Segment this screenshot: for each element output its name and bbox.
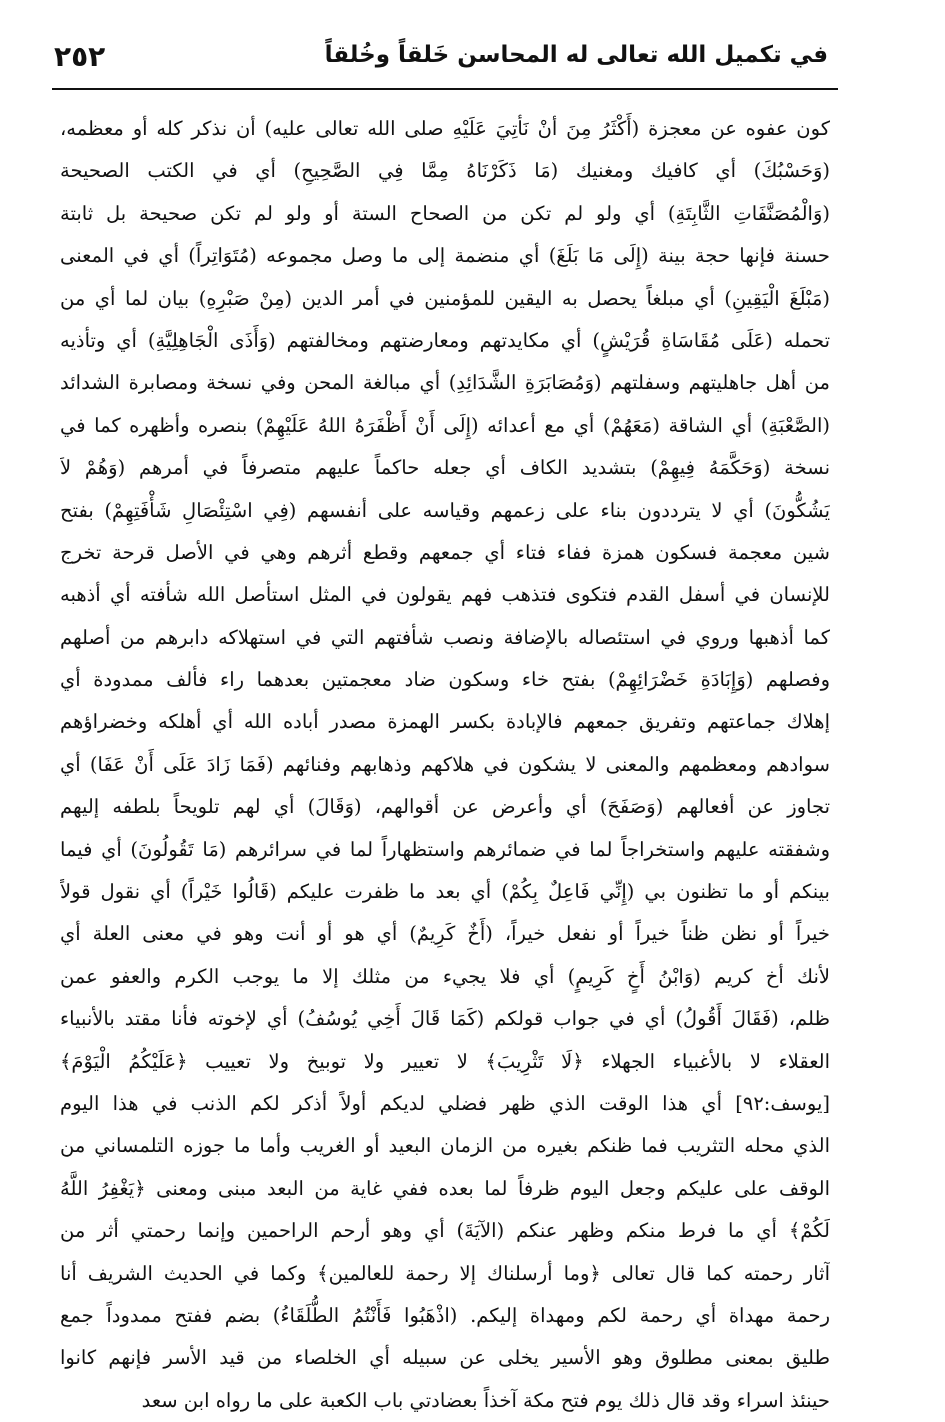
text-line: طليق بمعنى مطلوق وهو الأسير يخلى عن سبيله أي الخلصاء من قيد الأسر فإنهم كانوا bbox=[60, 1346, 830, 1370]
text-line: لَكُمْ﴾ أي ما فرط منكم وظهر عنكم (الآيَةَ) أي وهو أرحم الراحمين وإنما رحمتي أثر من bbox=[60, 1219, 830, 1243]
text-line: كما أذهبها وروي في استئصاله بالإضافة ونصب شأفتهم التي في استهلاكه دابرهم من أصلهم bbox=[60, 625, 830, 649]
text-line: [يوسف:٩٢] أي هذا الوقت الذي ظهر فضلي لديكم أولاً أذكر لكم الذنب في هذا اليوم bbox=[60, 1091, 830, 1115]
text-line: (الصَّعْبَةِ) أي الشاقة (مَعَهُمْ) أي مع أعدائه (إِلَى أَنْ أَظْفَرَهُ اللهُ عَلَيْهِمْ) بنصره وأظهره كما في bbox=[60, 413, 830, 437]
text-line: للإنسان في أسفل القدم فتكوى فتذهب فهم يقولون في المثل استأصل الله شأفته أي أذهبه bbox=[60, 583, 830, 607]
text-line: ظلم، (فَقَالَ أَقُولُ) أي في جواب قولكم (كَمَا قَالَ أَخِي يُوسُفُ) أي لإخوته فأنا مقتد بالأنبياء bbox=[60, 1007, 830, 1031]
text-line: آثار رحمته كما قال تعالى ﴿وما أرسلناك إلا رحمة للعالمين﴾ وكما في الحديث الشريف أنا bbox=[60, 1261, 830, 1285]
text-line: نسخة (وَحَكَّمَهُ فِيهِمْ) بتشديد الكاف أي جعله حاكماً عليهم متصرفاً في أمرهم (وَهُمْ لاَ bbox=[60, 456, 830, 480]
text-line: الوقف على عليكم وجعل اليوم ظرفاً لما بعده ففي غاية من البعد مبنى ومعنى ﴿يَغْفِرُ اللَّهُ bbox=[60, 1176, 830, 1200]
text-line: شين معجمة فسكون همزة ففاء فتاء أي جمعهم وقطع أثرهم وهي في الأصل قرحة تخرج bbox=[60, 540, 830, 564]
text-line: كون عفوه عن معجزة (أَكْثَرُ مِنَ أنْ نَأتِيَ عَلَيْهِ صلى الله تعالى عليه) أن نذكر كله أو معظمه، bbox=[60, 117, 830, 140]
text-line: يَشُكُّونَ) أي لا يترددون بناء على زعمهم وقياسه على أنفسهم (فِي اسْتِئْصَالِ شَأْفَتِهِمْ) بفتح bbox=[60, 498, 830, 522]
text-line: بينكم أو ما تظنون بي (إِنِّي فَاعِلٌ بِكُمْ) أي بعد ما ظفرت عليكم (قَالُوا خَيْراً) أي نقول قولاً bbox=[60, 880, 830, 904]
text-line: إهلاك جماعتهم وتفريق جمعهم فالإبادة بكسر الهمزة مصدر أباده الله أي أهلكه وخضراؤهم bbox=[60, 710, 830, 734]
text-line: لأنك أخ كريم (وَابْنُ أَخٍ كَرِيمٍ) أي فلا يجيء من مثلك إلا ما يوجب الكرم والعفو عمن bbox=[60, 964, 830, 988]
text-line: وشفقته عليهم واستخراجاً لما في ضمائرهم واستظهاراً لما في سرائرهم (مَا تَقُولُونَ) أي فيما bbox=[60, 837, 830, 861]
text-line: رحمة مهداة أي رحمة لكم ومهداة إليكم. (اذْهَبُوا فَأَنْتُمُ الطُّلَقَاءُ) بضم ففتح ممدوداً جمع bbox=[60, 1303, 830, 1327]
chapter-title: في تكميل الله تعالى له المحاسن خَلقاً وخُلقاً bbox=[324, 42, 828, 68]
page-number: ٢٥٢ bbox=[54, 40, 106, 73]
text-line: خيراً أو نظن ظناً خيراً أو نفعل خيراً، (أَخٌ كَرِيمٌ) أي هو أو أنت وهو في معنى العلة أي bbox=[60, 922, 830, 946]
text-line: (وَالْمُصَنَّفَاتِ الثَّابِتَةِ) أي ولو لم تكن من الصحاح الستة أو ولو لم تكن صحيحة بل ثابتة bbox=[60, 201, 830, 225]
running-header bbox=[52, 30, 838, 90]
text-line: (مَبْلَغَ الْيَقِينِ) أي مبلغاً يحصل به اليقين للمؤمنين في أمر الدين (مِنْ صَبْرِهِ) بيان لما أي من bbox=[60, 286, 830, 310]
text-line: حسنة فإنها حجة بينة (إِلَى مَا بَلَغَ) أي منضمة إلى ما وصل مجموعه (مُتَوَاتِراً) أي في المعنى bbox=[60, 244, 830, 268]
text-line: تجاوز عن أفعالهم (وَصَفَحَ) أي وأعرض عن أقوالهم، (وَقَالَ) أي لهم تلويحاً بلطفه إليهم bbox=[60, 795, 830, 819]
body-text bbox=[52, 108, 838, 1422]
text-line: العقلاء لا بالأغبياء الجهلاء ﴿لَا تَثْرِيبَ﴾ لا تعيير ولا توبيخ ولا تعييب ﴿عَلَيْكُمُ الْيَوْمَ﴾ bbox=[60, 1049, 830, 1073]
book-page bbox=[52, 30, 838, 1412]
text-line: تحمله (عَلَى مُقَاسَاةِ قُرَيْشٍ) أي مكايدتهم ومعارضتهم ومخالفتهم (وَأَذَى الْجَاهِلِيَّةِ) أي وتأذيه bbox=[60, 328, 830, 352]
text-line: وفصلهم (وَإِبَادَةِ خَضْرَائِهِمْ) بفتح خاء وسكون ضاد معجمتين بعدهما راء فألف ممدودة أي bbox=[60, 668, 830, 692]
text-line: من أهل جاهليتهم وسفلتهم (وَمُصَابَرَةِ الشَّدَائِدِ) أي مبالغة المحن وفي نسخة ومصابرة الشدائد bbox=[60, 371, 830, 395]
text-line: سوادهم ومعظمهم والمعنى لا يشكون في هلاكهم وذهابهم وفنائهم (فَمَا زَادَ عَلَى أَنْ عَفَا) أي bbox=[60, 752, 830, 776]
text-line: الذي محله التثريب فما ظنكم بغيره من الزمان البعيد أو الغريب وأما ما جوزه التلمساني من bbox=[60, 1134, 830, 1158]
text-line: حينئذ اسراء وقد قال ذلك يوم فتح مكة آخذاً بعضادتي باب الكعبة على ما رواه ابن سعد bbox=[141, 1388, 830, 1412]
text-line: (وَحَسْبُكَ) أي كافيك ومغنيك (مَا ذَكَرْنَاهُ مِمَّا فِي الصَّحِيحِ) أي في الكتب الصحيحة bbox=[60, 159, 830, 183]
